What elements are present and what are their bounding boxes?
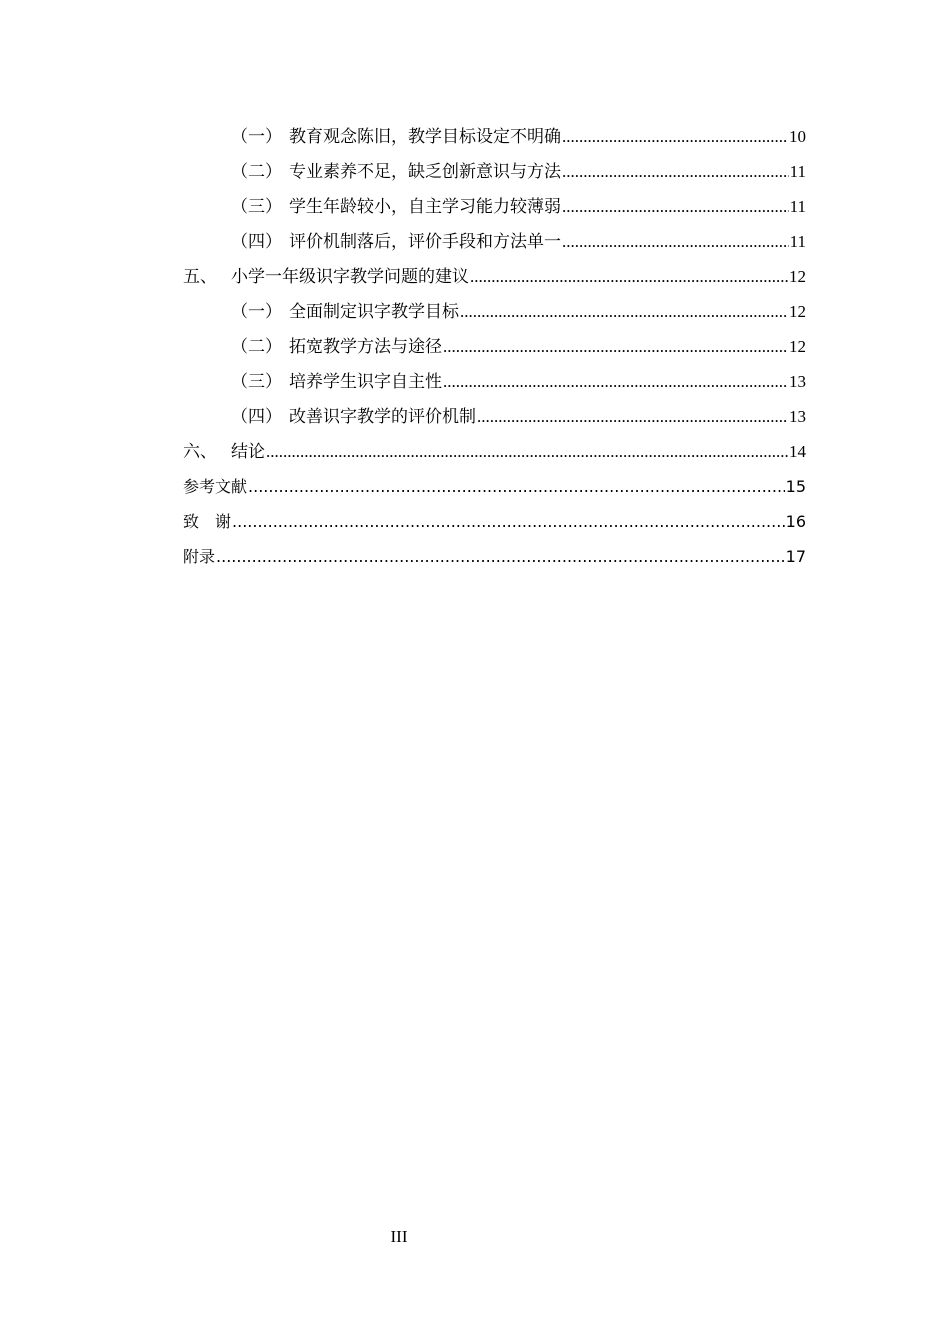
page-number: III	[390, 1227, 408, 1246]
toc-entry-number: （四）	[231, 407, 282, 426]
toc-entry-page: 11	[789, 197, 806, 216]
toc-entry-number: （三）	[231, 197, 282, 216]
toc-entry-page: 12	[789, 267, 806, 286]
toc-dot-leader	[248, 477, 785, 497]
toc-entry-page: 11	[789, 162, 806, 181]
toc-entry-page: 10	[789, 127, 806, 146]
toc-entry-number: （二）	[231, 162, 282, 181]
toc-entry-number: （一）	[231, 127, 282, 146]
toc-entry[interactable]	[183, 322, 806, 357]
toc-dot-leader	[232, 512, 785, 532]
toc-entry-title: 拓宽教学方法与途径	[289, 337, 442, 356]
toc-entry[interactable]	[183, 392, 806, 427]
toc-entry-number: （二）	[231, 337, 282, 356]
toc-dot-leader	[216, 547, 785, 567]
toc-entry-title: 参考文献	[183, 477, 248, 496]
toc-entry[interactable]	[183, 357, 806, 392]
toc-entry[interactable]	[183, 287, 806, 322]
toc-entry[interactable]	[183, 532, 806, 567]
toc-entry-title: 专业素养不足，缺乏创新意识与方法	[289, 162, 561, 181]
toc-entry-title: 培养学生识字自主性	[289, 372, 442, 391]
page-footer	[0, 1227, 950, 1247]
toc-entry[interactable]	[183, 112, 806, 147]
toc-entry-page: 13	[789, 372, 806, 391]
toc-entry[interactable]	[183, 217, 806, 252]
toc-entry-title: 教育观念陈旧，教学目标设定不明确	[289, 127, 561, 146]
toc-entry-number: （三）	[231, 372, 282, 391]
toc-entry-number: （一）	[231, 302, 282, 321]
toc-entry-title: 评价机制落后，评价手段和方法单一	[289, 232, 561, 251]
toc-entry[interactable]	[183, 462, 806, 497]
toc-entry-title: 致 谢	[183, 512, 232, 531]
toc-entry-title: 小学一年级识字教学问题的建议	[231, 267, 469, 286]
toc-dot-leader	[562, 197, 789, 217]
toc-dot-leader	[443, 372, 788, 392]
toc-entry-title: 全面制定识字教学目标	[289, 302, 459, 321]
toc-dot-leader	[562, 162, 789, 182]
toc-entry-page: 13	[789, 407, 806, 426]
toc-entry-title: 学生年龄较小，自主学习能力较薄弱	[289, 197, 561, 216]
toc-dot-leader	[460, 302, 788, 322]
toc-entry-page: 16	[785, 512, 806, 531]
toc-entry[interactable]	[183, 497, 806, 532]
toc-entry-number: （四）	[231, 232, 282, 251]
toc-entry-number: 六、	[183, 442, 217, 461]
toc-entry[interactable]	[183, 147, 806, 182]
toc-dot-leader	[266, 442, 788, 462]
table-of-contents	[183, 112, 806, 567]
toc-entry-number: 五、	[183, 267, 217, 286]
toc-entry-title: 结论	[231, 442, 265, 461]
toc-entry[interactable]	[183, 427, 806, 462]
toc-entry-page: 11	[789, 232, 806, 251]
toc-entry-page: 14	[789, 442, 806, 461]
toc-dot-leader	[562, 232, 789, 252]
toc-entry-title: 改善识字教学的评价机制	[289, 407, 476, 426]
toc-dot-leader	[562, 127, 788, 147]
toc-dot-leader	[443, 337, 788, 357]
toc-dot-leader	[477, 407, 788, 427]
toc-entry[interactable]	[183, 182, 806, 217]
toc-entry[interactable]	[183, 252, 806, 287]
toc-entry-page: 17	[785, 547, 806, 566]
toc-entry-page: 15	[785, 477, 806, 496]
toc-entry-page: 12	[789, 302, 806, 321]
toc-entry-page: 12	[789, 337, 806, 356]
toc-dot-leader	[470, 267, 788, 287]
toc-entry-title: 附录	[183, 547, 216, 566]
